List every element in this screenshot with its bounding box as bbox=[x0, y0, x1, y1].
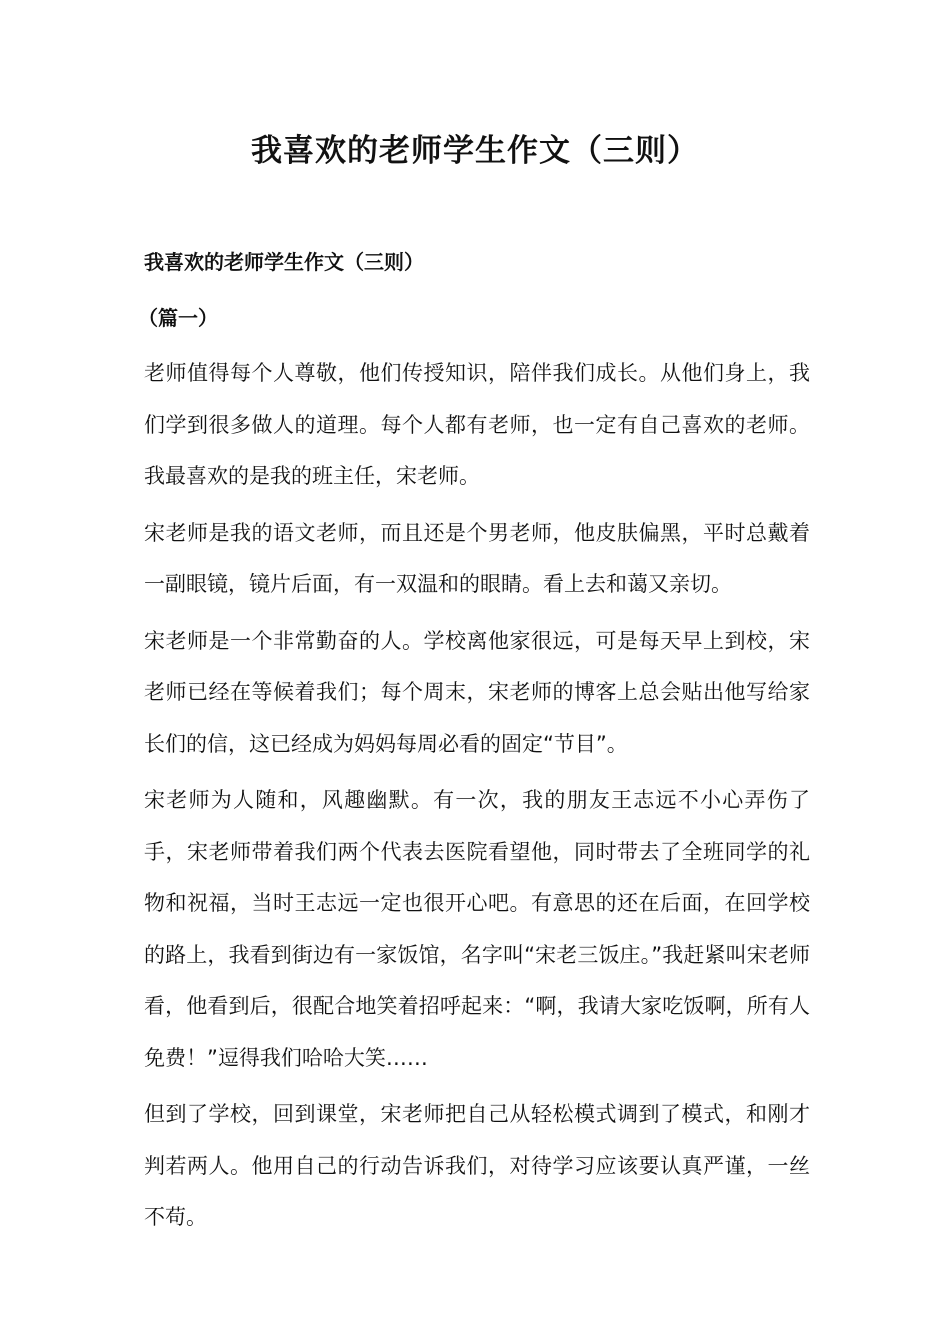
document-body bbox=[138, 244, 810, 1249]
paragraph-4: 宋老师为人随和，风趣幽默。有一次，我的朋友王志远不小心弄伤了手，宋老师带着我们两个代表去医院看望他，同时带去了全班同学的礼物和祝福，当时王志远一定也很开心吧。有意思的还在后面，在回学校的路上，我看到街边有一家饭馆，名字叫“宋老三饭庄。”我赶紧叫宋老师看，他看到后，很配合地笑着招呼起来：“啊，我请大家吃饭啊，所有人免费！”逗得我们哈哈大笑…… bbox=[144, 788, 810, 1070]
section-label: （篇一） bbox=[138, 306, 218, 330]
paragraph-2: 宋老师是我的语文老师，而且还是个男老师，他皮肤偏黑，平时总戴着一副眼镜，镜片后面，有一双温和的眼睛。看上去和蔼又亲切。 bbox=[144, 520, 810, 596]
essay-subheading: 我喜欢的老师学生作文（三则） bbox=[144, 250, 424, 274]
paragraph-5: 但到了学校，回到课堂，宋老师把自己从轻松模式调到了模式，和刚才判若两人。他用自己的行动告诉我们，对待学习应该要认真严谨，一丝不苟。 bbox=[144, 1102, 810, 1229]
document-title: 我喜欢的老师学生作文（三则） bbox=[251, 133, 699, 169]
paragraph-1: 老师值得每个人尊敬，他们传授知识，陪伴我们成长。从他们身上，我们学到很多做人的道理。每个人都有老师，也一定有自己喜欢的老师。我最喜欢的是我的班主任，宋老师。 bbox=[144, 361, 810, 488]
paragraph-3: 宋老师是一个非常勤奋的人。学校离他家很远，可是每天早上到校，宋老师已经在等候着我们；每个周末，宋老师的博客上总会贴出他写给家长们的信，这已经成为妈妈每周必看的固定“节目”。 bbox=[144, 628, 810, 756]
